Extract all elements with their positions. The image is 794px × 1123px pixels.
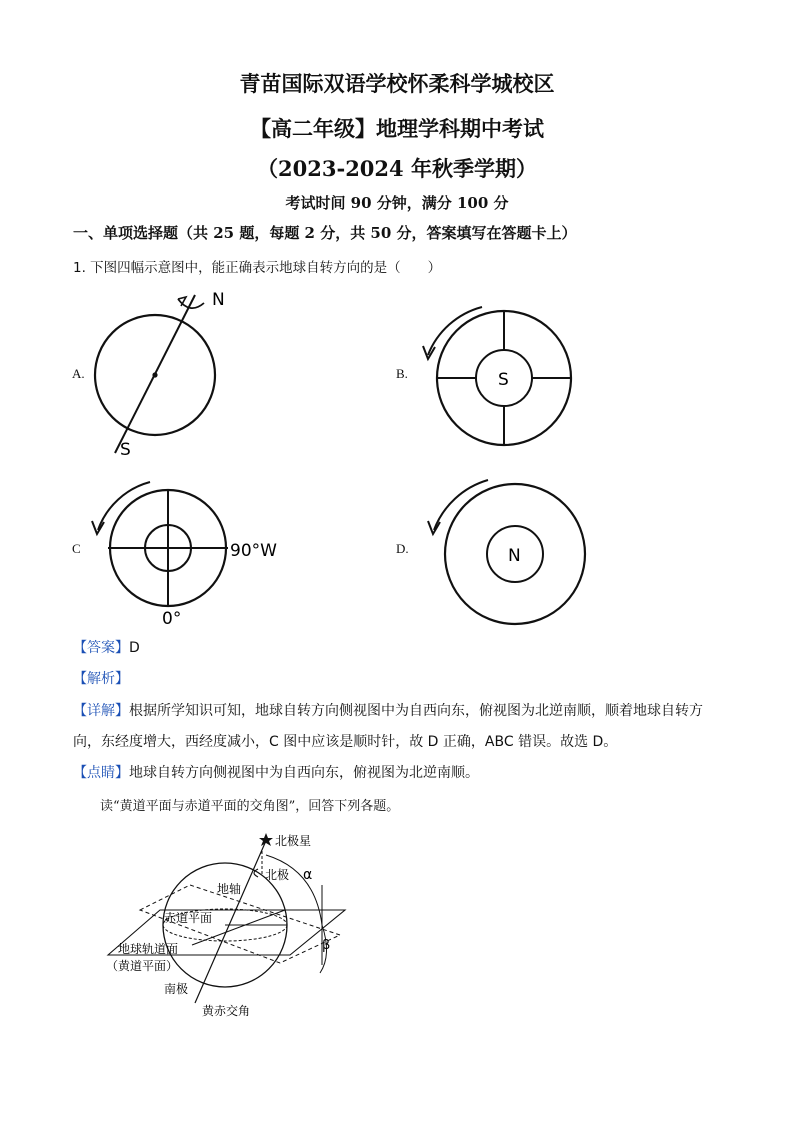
exam-title: 【高二年级】地理学科期中考试 (250, 116, 544, 141)
option-b-figure (420, 303, 580, 448)
ecliptic-figure (100, 825, 370, 1025)
alpha-label: α (303, 867, 313, 883)
answer-line (73, 633, 723, 664)
exam-info: 考试时间 90 分钟，满分 100 分 (285, 194, 509, 212)
axis-label: 地轴 (217, 882, 242, 896)
option-a-figure (90, 285, 230, 460)
option-c-prime-label: 0° (162, 609, 182, 628)
star-icon (259, 833, 273, 846)
option-a-label: A. (72, 366, 85, 381)
analysis-line (73, 664, 723, 695)
passage-intro: 读“黄道平面与赤道平面的交角图”，回答下列各题。 (100, 799, 400, 814)
answer-value: D (129, 640, 140, 656)
analysis-tag: 【解析】 (73, 671, 129, 687)
points-tag: 【点睛】 (73, 765, 129, 781)
obliquity-label: 黄赤交角 (202, 1004, 251, 1018)
option-d-figure (420, 474, 600, 634)
points-text: 地球自转方向侧视图中为自西向东，俯视图为北逆南顺。 (129, 765, 479, 781)
detail-text-2: 向，东经度增大，西经度减小，C 图中应该是顺时针，故 D 正确，ABC 错误。故选 D。 (73, 734, 618, 750)
answer-tag: 【答案】 (73, 640, 129, 656)
south-pole-label: 南极 (164, 982, 189, 996)
north-pole-label: 北极 (265, 868, 290, 882)
school-title: 青苗国际双语学校怀柔科学城校区 (239, 71, 555, 96)
option-a-south-label: S (120, 440, 131, 460)
option-d-label: D. (396, 541, 409, 556)
option-d-center-label: N (508, 546, 521, 566)
detail-line-1 (73, 696, 723, 727)
beta-label: β (322, 938, 331, 953)
section-heading: 一、单项选择题（共 25 题，每题 2 分，共 50 分，答案填写在答题卡上） (73, 224, 577, 242)
option-a-north-label: N (212, 290, 225, 310)
detail-tag: 【详解】 (73, 703, 129, 719)
detail-line-2 (73, 727, 723, 758)
option-c-meridian-label: 90°W (230, 541, 277, 561)
option-c-figure (88, 478, 288, 628)
question-stem: 1. 下图四幅示意图中，能正确表示地球自转方向的是（ ） (73, 260, 442, 276)
points-line (73, 758, 723, 789)
detail-text-1: 根据所学知识可知，地球自转方向侧视图中为自西向东，俯视图为北逆南顺，顺着地球自转方 (129, 703, 703, 719)
ecliptic-plane-label: （黄道平面） (106, 959, 179, 973)
equator-plane-label: 赤道平面 (164, 911, 213, 925)
term-title: （2023-2024 年秋季学期） (257, 156, 537, 181)
option-b-label: B. (396, 366, 408, 381)
polaris-label: 北极星 (275, 834, 312, 848)
option-c-label: C (72, 541, 81, 556)
option-b-center-label: S (498, 370, 509, 390)
orbit-plane-label: 地球轨道面 (118, 942, 179, 956)
